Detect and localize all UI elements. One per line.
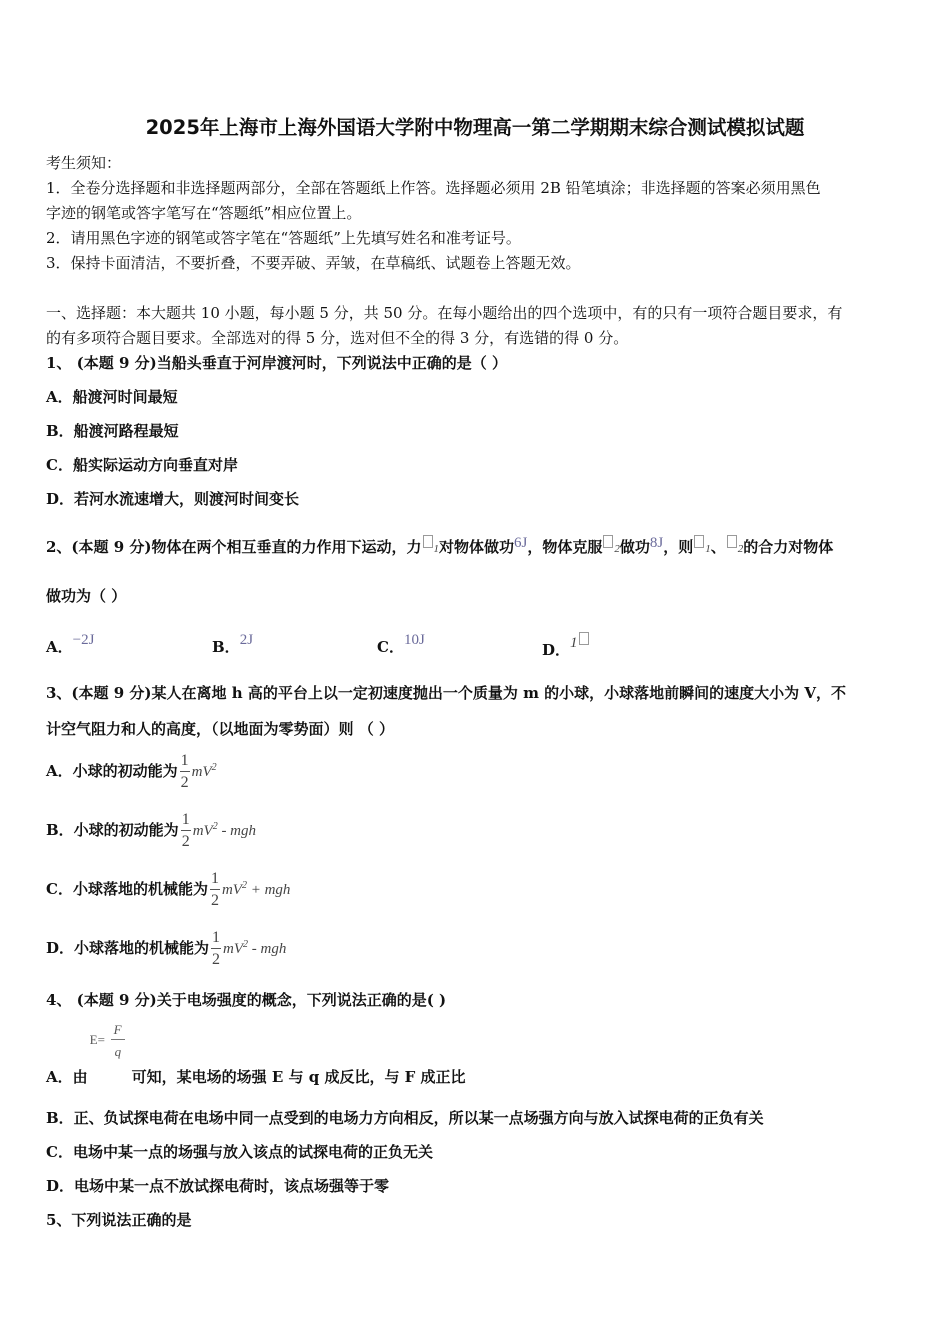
notice-line-1a: 1．全卷分选择题和非选择题两部分，全部在答题纸上作答。选择题必须用 2B 铅笔填涂；非选择题的答案必须用黑色 xyxy=(46,179,821,197)
fraction-one-half xyxy=(181,812,191,850)
formula-minus-mgh: - mgh xyxy=(248,941,287,957)
option-value: 2J xyxy=(239,632,254,648)
formula-mv: mV xyxy=(192,823,213,839)
section-instructions-1: 一、选择题：本大题共 10 小题，每小题 5 分，共 50 分。在每小题给出的四个选项中，有的只有一项符合题目要求，有 xyxy=(46,304,843,322)
force-f1b-subscript: 1 xyxy=(705,543,711,555)
question-1-option-a: A．船渡河时间最短 xyxy=(46,388,178,406)
notice-line-2: 2．请用黑色字迹的钢笔或答字笔在“答题纸”上先填写姓名和准考证号。 xyxy=(46,229,521,247)
question-2-stem-e: ，则 xyxy=(663,538,694,556)
fraction-denominator: 2 xyxy=(181,833,190,850)
formula-exponent: 2 xyxy=(243,939,249,950)
question-4-stem: 4、 (本题 9 分)关于电场强度的概念，下列说法正确的是( ) xyxy=(46,991,447,1009)
notice-heading: 考生须知： xyxy=(46,154,122,172)
question-2-option-c xyxy=(377,632,425,657)
formula-minus-mgh: - mgh xyxy=(217,823,257,839)
section-instructions-2: 的有多项符合题目要求。全部选对的得 5 分，选对但不全的得 3 分，有选错的得 0 分。 xyxy=(46,329,629,347)
missing-glyph-icon xyxy=(727,535,737,548)
missing-glyph-icon xyxy=(579,632,589,645)
notice-line-1b: 字迹的钢笔或答字笔写在“答题纸”相应位置上。 xyxy=(46,204,362,222)
missing-glyph-icon xyxy=(423,535,433,548)
question-2-stem-a: 2、(本题 9 分)物体在两个相互垂直的力作用下运动，力 xyxy=(46,538,422,556)
question-1-option-d: D．若河水流速增大，则渡河时间变长 xyxy=(46,490,300,508)
option-text: 可知，某电场的场强 E 与 q 成反比，与 F 成正比 xyxy=(131,1068,466,1086)
question-3-option-d xyxy=(46,930,286,968)
option-label: D．小球落地的机械能为 xyxy=(46,939,210,957)
question-3-option-a xyxy=(46,753,217,791)
question-2-option-b xyxy=(212,632,253,657)
formula-f: F xyxy=(113,1022,122,1037)
question-2-stem-f: 的合力对物体 xyxy=(743,538,834,556)
fraction-denominator: 2 xyxy=(212,951,221,968)
question-2-stem-d: 做功 xyxy=(619,538,650,556)
question-4-option-b: B．正、负试探电荷在电场中同一点受到的电场力方向相反，所以某一点场强方向与放入试探电荷的正负有关 xyxy=(46,1109,764,1127)
fraction-one-half xyxy=(210,871,220,909)
question-2-stem-c: ，物体克服 xyxy=(527,538,603,556)
option-label: B．小球的初动能为 xyxy=(46,821,179,839)
question-4-option-c: C．电场中某一点的场强与放入该点的试探电荷的正负无关 xyxy=(46,1143,433,1161)
missing-glyph-icon xyxy=(694,535,704,548)
question-1-option-b: B．船渡河路程最短 xyxy=(46,422,179,440)
missing-glyph-icon xyxy=(603,535,613,548)
question-3-option-b xyxy=(46,812,256,850)
force-f1-subscript: 1 xyxy=(433,543,440,555)
option-label: C． xyxy=(377,638,404,656)
option-value: 1 xyxy=(570,635,578,651)
formula-mv: mV xyxy=(223,941,244,957)
question-2-stem-line-2: 做功为（ ） xyxy=(46,587,127,605)
fraction-denominator: 2 xyxy=(180,774,189,791)
option-label: A． xyxy=(46,638,73,656)
question-1-stem: 1、 (本题 9 分)当船头垂直于河岸渡河时，下列说法中正确的是（ ） xyxy=(46,354,507,372)
option-label: C．小球落地的机械能为 xyxy=(46,880,208,898)
option-label: B． xyxy=(212,638,240,656)
fraction-one-half xyxy=(180,753,190,791)
page-title: 2025年上海市上海外国语大学附中物理高一第二学期期末综合测试模拟试题 xyxy=(145,116,805,139)
question-3-stem-line-1: 3、(本题 9 分)某人在离地 h 高的平台上以一定初速度抛出一个质量为 m 的小球，小球落地前瞬间的速度大小为 V，不 xyxy=(46,684,847,702)
work-w2: 8J xyxy=(649,535,664,551)
option-label: A．小球的初动能为 xyxy=(46,762,178,780)
formula-e-equals-f-over-q xyxy=(88,1022,132,1066)
option-value: 10J xyxy=(403,632,425,648)
fraction-one-half xyxy=(211,930,221,968)
question-2-option-d xyxy=(542,632,590,660)
fraction-numerator: 1 xyxy=(180,753,190,772)
question-1-option-c: C．船实际运动方向垂直对岸 xyxy=(46,456,238,474)
option-value: −2J xyxy=(72,632,95,648)
work-w1: 6J xyxy=(514,535,528,551)
question-3-option-c xyxy=(46,871,290,909)
question-4-option-d: D．电场中某一点不放试探电荷时，该点场强等于零 xyxy=(46,1177,390,1195)
option-label: A．由 xyxy=(46,1068,88,1086)
question-3-stem-line-2: 计空气阻力和人的高度，（以地面为零势面）则 （ ） xyxy=(46,720,394,738)
fraction-numerator: 1 xyxy=(211,930,221,949)
question-2-stem xyxy=(46,535,833,557)
formula-exponent: 2 xyxy=(212,821,218,832)
formula-plus-mgh: + mgh xyxy=(246,882,291,898)
force-f2-subscript: 2 xyxy=(614,543,620,555)
formula-e: E= xyxy=(89,1032,105,1047)
formula-exponent: 2 xyxy=(211,762,217,773)
fraction-denominator: 2 xyxy=(210,892,219,909)
question-2-option-a xyxy=(46,632,94,657)
fraction-bar xyxy=(111,1039,125,1040)
question-4-option-a xyxy=(46,1022,466,1087)
formula-mv: mV xyxy=(191,764,212,780)
question-5-stem: 5、下列说法正确的是 xyxy=(46,1211,192,1229)
separator: 、 xyxy=(710,538,726,556)
notice-line-3: 3．保持卡面清洁，不要折叠，不要弄破、弄皱，在草稿纸、试题卷上答题无效。 xyxy=(46,254,581,272)
question-2-stem-b: 对物体做功 xyxy=(439,538,515,556)
fraction-numerator: 1 xyxy=(181,812,191,831)
option-label: D． xyxy=(542,641,571,659)
fraction-numerator: 1 xyxy=(210,871,220,890)
formula-exponent: 2 xyxy=(241,880,247,891)
formula-q: q xyxy=(114,1044,122,1059)
force-f2b-subscript: 2 xyxy=(737,543,744,555)
formula-mv: mV xyxy=(221,882,242,898)
